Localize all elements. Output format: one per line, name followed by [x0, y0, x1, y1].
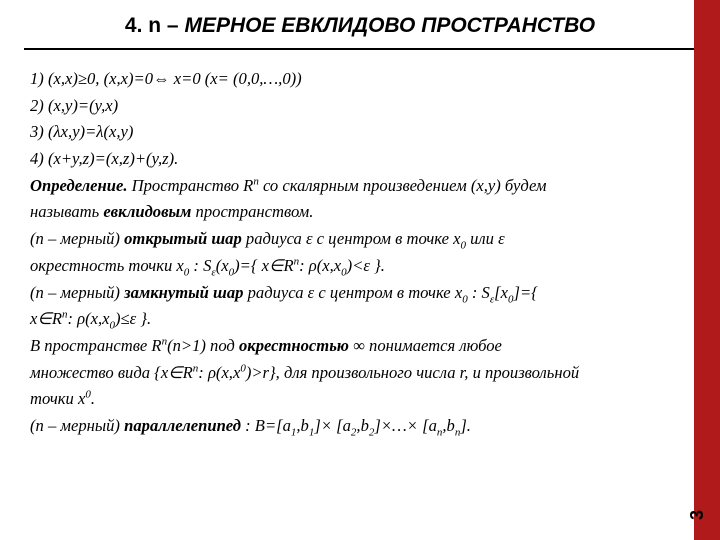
text-segment: (n>1) под [167, 335, 239, 355]
bold-term: Определение. [30, 175, 128, 195]
text-segment: ]×…× [a [374, 415, 437, 435]
text-line [30, 386, 692, 413]
text-segment: 0 [462, 292, 468, 305]
text-line [30, 119, 692, 146]
text-segment: 1 [308, 426, 315, 439]
text-segment: (x [215, 255, 229, 275]
text-segment: . [90, 389, 95, 409]
text-segment: ]. [460, 415, 471, 435]
text-segment: n [253, 175, 259, 188]
text-segment: 1 [290, 426, 297, 439]
text-segment: 4) (x+y,z)=(x,z)+(y,z). [30, 149, 179, 169]
text-segment: 0 [85, 388, 91, 401]
text-segment: (n – мерный) [30, 282, 125, 302]
slide-title [0, 14, 720, 38]
text-line [30, 280, 692, 307]
text-segment: : S [467, 282, 490, 302]
text-segment: 0 [228, 266, 235, 279]
text-segment: 0 [341, 266, 347, 279]
text-segment: ε [489, 292, 495, 305]
text-segment: точки x [30, 389, 86, 409]
text-line [30, 253, 692, 280]
text-segment: со скалярным произведением (x,y) будем [258, 175, 547, 195]
text-segment: пространством. [191, 202, 314, 222]
text-segment: 0 [109, 319, 116, 332]
text-segment: радиуса ε с центром в точке x [243, 282, 463, 302]
text-line [30, 173, 692, 200]
title-divider [24, 48, 694, 50]
text-segment: или ε [465, 229, 505, 249]
text-segment: n [454, 426, 461, 439]
text-segment: n [436, 426, 443, 439]
text-segment: n [192, 362, 199, 375]
text-segment: )≤ε }. [115, 309, 152, 329]
text-segment: n [161, 335, 168, 348]
text-segment: : ρ(x,x [67, 309, 110, 329]
text-line [30, 360, 692, 387]
text-segment: [x [494, 282, 508, 302]
text-segment: (n – мерный) [30, 229, 125, 249]
text-segment: 0 [240, 362, 246, 375]
text-line [30, 226, 692, 253]
text-segment: 2) (x,y)=(y,x) [30, 95, 119, 115]
text-segment: 0 [460, 239, 466, 252]
text-line [30, 199, 692, 226]
text-segment: В пространстве R [30, 335, 162, 355]
text-segment: ,b [442, 415, 455, 435]
title-main: МЕРНОЕ ЕВКЛИДОВО ПРОСТРАНСТВО [184, 14, 596, 37]
text-line [30, 66, 692, 93]
text-segment: понимается любое [364, 335, 502, 355]
bold-term: евклидовым [103, 202, 192, 222]
text-segment: 0 [183, 266, 190, 279]
accent-sidebar [694, 0, 720, 540]
title-prefix: 4. n – [124, 14, 185, 37]
text-segment: ]={ [513, 282, 538, 302]
text-segment: ,b [356, 415, 369, 435]
text-segment: радиуса ε с центром в точке x [241, 229, 461, 249]
text-segment: множество вида {x∈R [30, 362, 193, 382]
text-segment: : ρ(x,x [198, 362, 241, 382]
text-segment: называть [30, 202, 104, 222]
text-segment: окрестность точки x [30, 255, 184, 275]
bold-term: параллелепипед [124, 415, 241, 435]
text-segment: ε [211, 266, 216, 279]
text-segment: 2 [368, 426, 375, 439]
text-segment: ,b [296, 415, 309, 435]
text-segment: ]× [a [314, 415, 351, 435]
text-segment: 2 [350, 426, 357, 439]
text-segment: x∈R [30, 309, 62, 329]
text-segment: : B=[a [240, 415, 291, 435]
text-segment: : ρ(x,x [299, 255, 342, 275]
text-line [30, 413, 692, 440]
text-segment: 1) (x,x)≥0, (x,x)=0⇔ x=0 (x= (0,0,…,0)) [30, 69, 302, 88]
text-segment: )={ x∈R [234, 255, 294, 275]
text-line [30, 146, 692, 173]
text-segment: 3) (λx,y)=λ(x,y) [30, 122, 134, 142]
text-segment: )<ε }. [346, 255, 385, 275]
text-line [30, 93, 692, 120]
text-segment: (n – мерный) [30, 415, 125, 435]
text-segment: )>r}, для произвольного числа r, и произвольной [245, 362, 580, 382]
bold-term: окрестностью ∞ [238, 335, 365, 355]
page-number: 3 [687, 510, 707, 521]
text-segment: : S [189, 255, 212, 275]
text-segment: Пространство R [127, 175, 254, 195]
text-line [30, 333, 692, 360]
text-line [30, 306, 692, 333]
bold-term: открытый шар [124, 229, 242, 249]
text-segment: n [293, 255, 300, 268]
bold-term: замкнутый шар [124, 282, 244, 302]
slide-body [30, 66, 692, 440]
text-segment: 0 [507, 292, 514, 305]
text-segment: n [61, 308, 68, 321]
